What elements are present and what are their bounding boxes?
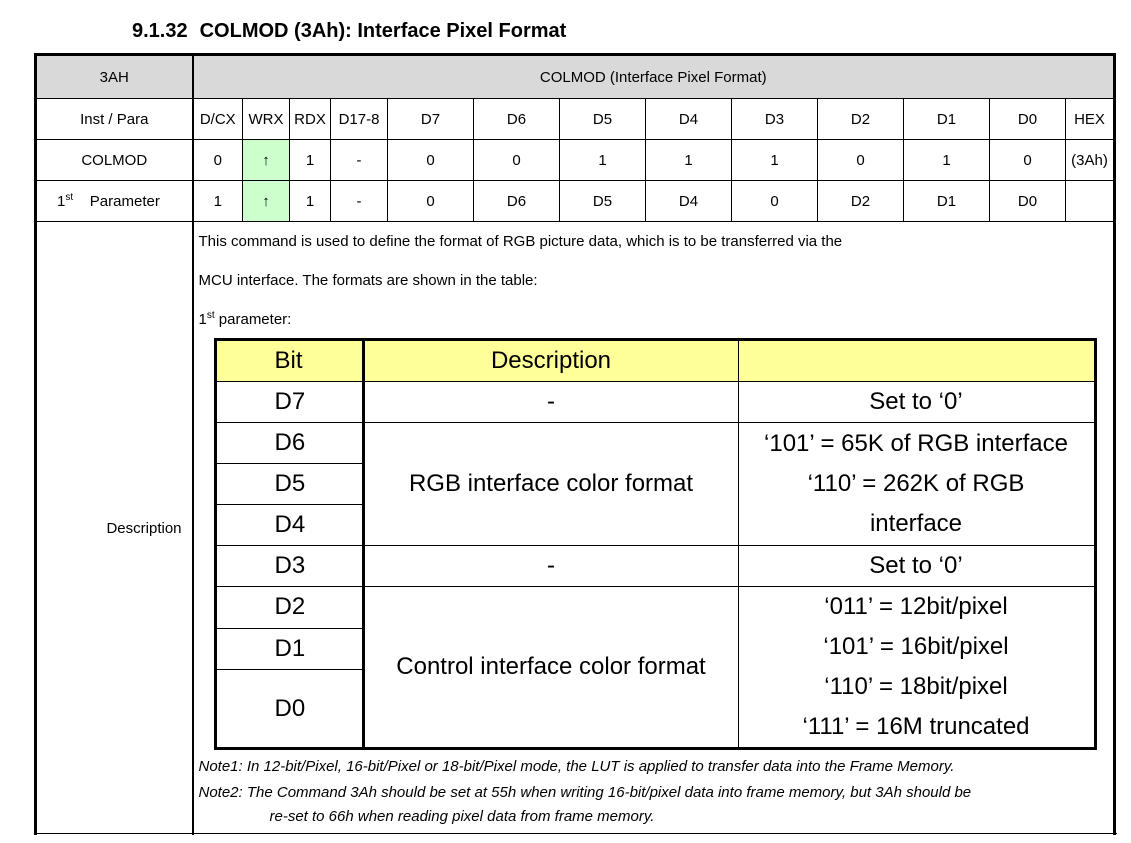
bit-table bbox=[214, 338, 1097, 750]
cell: 0 bbox=[990, 140, 1066, 181]
col-d0: D0 bbox=[990, 99, 1066, 140]
parameter-label: 1st Parameter bbox=[36, 181, 193, 222]
col-d5: D5 bbox=[560, 99, 646, 140]
bit-value: ‘101’ = 65K of RGB interface ‘110’ = 262K of RGB interface bbox=[738, 423, 1095, 546]
cell: D2 bbox=[818, 181, 904, 222]
note-2-continued: re-set to 66h when reading pixel data from frame memory. bbox=[269, 808, 655, 825]
parameter-row bbox=[36, 181, 1115, 222]
col-d3: D3 bbox=[732, 99, 818, 140]
hex-value: (3Ah) bbox=[1066, 140, 1115, 181]
bit-description: RGB interface color format bbox=[363, 423, 738, 546]
bit-label: D7 bbox=[215, 382, 363, 423]
register-name: COLMOD (Interface Pixel Format) bbox=[193, 55, 1115, 99]
section-heading bbox=[132, 20, 566, 43]
wrx-arrow: ↑ bbox=[243, 140, 290, 181]
wrx-arrow: ↑ bbox=[243, 181, 290, 222]
cell: - bbox=[331, 140, 388, 181]
cell: 1 bbox=[290, 140, 331, 181]
col-d1: D1 bbox=[904, 99, 990, 140]
cell: 1 bbox=[904, 140, 990, 181]
note-1: Note1: In 12-bit/Pixel, 16-bit/Pixel or 18-bit/Pixel mode, the LUT is applied to transfer data into the Frame Memory. bbox=[198, 758, 955, 775]
cell: 0 bbox=[732, 181, 818, 222]
cell: 0 bbox=[388, 181, 474, 222]
command-row bbox=[36, 140, 1115, 181]
note-2: Note2: The Command 3Ah should be set at 55h when writing 16-bit/pixel data into frame memory, but 3Ah should be bbox=[198, 784, 972, 801]
description-line-1: This command is used to define the format of RGB picture data, which is to be transferred via the bbox=[198, 233, 843, 250]
col-d7: D7 bbox=[388, 99, 474, 140]
register-code: 3AH bbox=[36, 55, 193, 99]
col-wrx: WRX bbox=[243, 99, 290, 140]
bit-label: D1 bbox=[215, 628, 363, 670]
section-title: COLMOD (3Ah): Interface Pixel Format bbox=[199, 20, 567, 42]
bit-row-d2 bbox=[215, 587, 1095, 629]
bit-label: D2 bbox=[215, 587, 363, 629]
parameter-caption: 1st parameter: bbox=[198, 310, 292, 328]
cell: 1 bbox=[193, 181, 243, 222]
bit-description: - bbox=[363, 382, 738, 423]
column-header-row bbox=[36, 99, 1115, 140]
bit-header: Bit bbox=[215, 340, 363, 382]
cell: 0 bbox=[818, 140, 904, 181]
bit-table-header bbox=[215, 340, 1095, 382]
col-d4: D4 bbox=[646, 99, 732, 140]
bit-row-d6 bbox=[215, 423, 1095, 464]
cell: - bbox=[331, 181, 388, 222]
description-body bbox=[193, 222, 1115, 836]
notes bbox=[199, 754, 1114, 828]
cell: 1 bbox=[646, 140, 732, 181]
cell: D4 bbox=[646, 181, 732, 222]
cell: D6 bbox=[474, 181, 560, 222]
cell: 1 bbox=[732, 140, 818, 181]
bit-row-d3 bbox=[215, 546, 1095, 587]
description-line-2: MCU interface. The formats are shown in the table: bbox=[198, 272, 538, 289]
description-row bbox=[36, 222, 1115, 836]
col-d17-8: D17-8 bbox=[331, 99, 388, 140]
col-dcx: D/CX bbox=[193, 99, 243, 140]
hex-value bbox=[1066, 181, 1115, 222]
bit-value: Set to ‘0’ bbox=[738, 546, 1095, 587]
col-d6: D6 bbox=[474, 99, 560, 140]
bit-description: - bbox=[363, 546, 738, 587]
value-header bbox=[738, 340, 1095, 382]
col-hex: HEX bbox=[1066, 99, 1115, 140]
bit-value: ‘011’ = 12bit/pixel ‘101’ = 16bit/pixel ‘110’ = 18bit/pixel ‘111’ = 16M truncated bbox=[738, 587, 1095, 749]
bottom-rule bbox=[34, 833, 1117, 834]
register-header-row bbox=[36, 55, 1115, 99]
cell: 0 bbox=[474, 140, 560, 181]
bit-value: Set to ‘0’ bbox=[738, 382, 1095, 423]
description-label: Description bbox=[36, 222, 193, 836]
cell: D1 bbox=[904, 181, 990, 222]
bit-label: D5 bbox=[215, 464, 363, 505]
bit-label: D0 bbox=[215, 670, 363, 749]
cell: 1 bbox=[560, 140, 646, 181]
cell: 1 bbox=[290, 181, 331, 222]
command-label: COLMOD bbox=[36, 140, 193, 181]
cell: D5 bbox=[560, 181, 646, 222]
section-number: 9.1.32 bbox=[132, 20, 188, 42]
cell: 0 bbox=[388, 140, 474, 181]
cell: D0 bbox=[990, 181, 1066, 222]
bit-label: D6 bbox=[215, 423, 363, 464]
bit-label: D4 bbox=[215, 505, 363, 546]
cell: 0 bbox=[193, 140, 243, 181]
bit-label: D3 bbox=[215, 546, 363, 587]
description-header: Description bbox=[363, 340, 738, 382]
col-inst-para: Inst / Para bbox=[36, 99, 193, 140]
col-rdx: RDX bbox=[290, 99, 331, 140]
bit-row-d7 bbox=[215, 382, 1095, 423]
register-table bbox=[34, 53, 1116, 835]
col-d2: D2 bbox=[818, 99, 904, 140]
bit-description: Control interface color format bbox=[363, 587, 738, 749]
